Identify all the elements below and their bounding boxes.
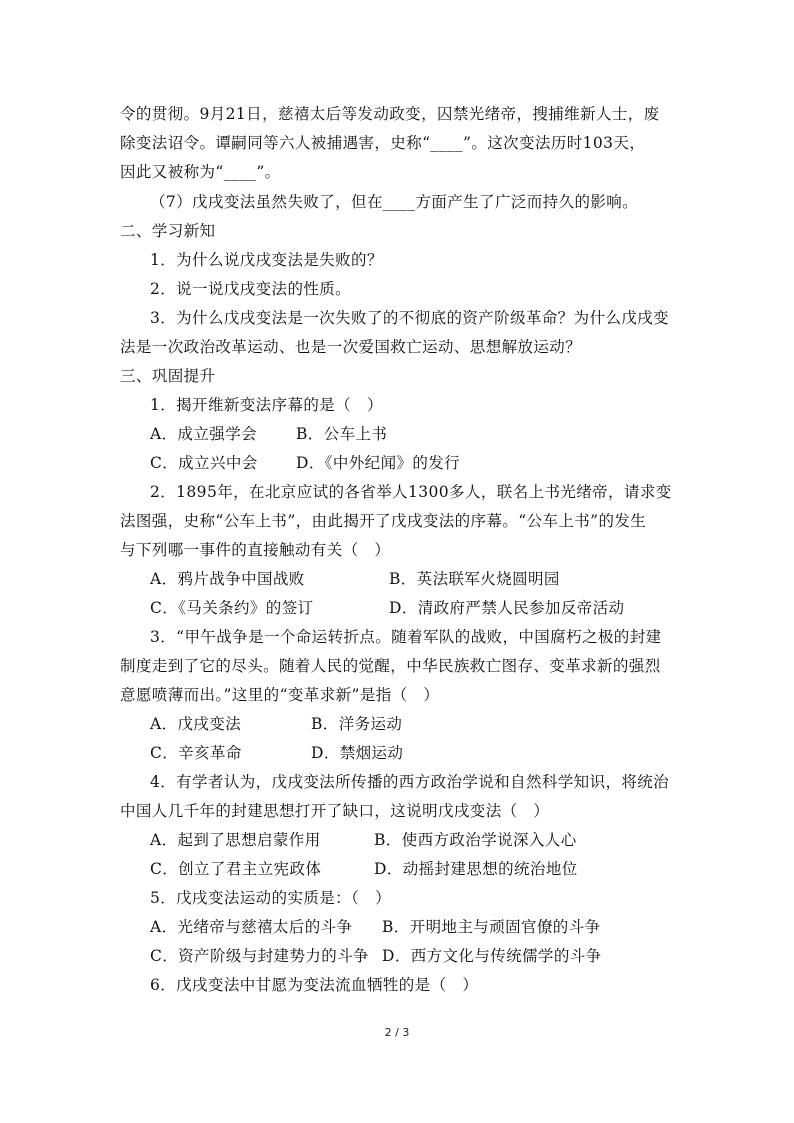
- section-3-heading: 三、巩固提升: [120, 367, 216, 385]
- q4-option-d: D．动摇封建思想的统治地位: [374, 860, 578, 878]
- practice-question-6-stem: 6．戊戌变法中甘愿为变法流血牺牲的是（ ）: [150, 976, 479, 994]
- q2-option-b: B．英法联军火烧圆明园: [389, 570, 560, 588]
- practice-question-3-stem-line-3: 意愿喷薄而出。”这里的“变革求新”是指（ ）: [120, 686, 440, 704]
- item-7: （7）戊戌变法虽然失败了，但在____方面产生了广泛而持久的影响。: [150, 193, 639, 211]
- q3-option-b: B．洋务运动: [311, 715, 403, 733]
- q2-option-a: A．鸦片战争中国战败: [150, 570, 305, 588]
- q4-option-c: C．创立了君主立宪政体: [150, 860, 322, 878]
- intro-line-1: 令的贯彻。9月21日，慈禧太后等发动政变，囚禁光绪帝，搜捕维新人士，废: [120, 105, 660, 123]
- practice-question-2-stem-line-3: 与下列哪一事件的直接触动有关（ ）: [120, 541, 391, 559]
- intro-line-2: 除变法诏令。谭嗣同等六人被捕遇害，史称“____”。这次变法历时103天，: [120, 134, 646, 152]
- practice-question-3-stem-line-2: 制度走到了它的尽头。随着人民的觉醒，中华民族救亡图存、变革求新的强烈: [120, 657, 661, 675]
- practice-question-5-stem: 5．戊戌变法运动的实质是：（ ）: [150, 889, 392, 907]
- q3-option-d: D．禁烟运动: [311, 744, 404, 762]
- q2-option-c: C．《马关条约》的签订: [150, 599, 314, 617]
- practice-question-2-stem-line-1: 2．1895年，在北京应试的各省举人1300多人，联名上书光绪帝，请求变: [150, 483, 672, 501]
- page-number: 2 / 3: [384, 1026, 410, 1039]
- q3-option-a: A．戊戌变法: [150, 715, 242, 733]
- learn-question-3-line-2: 法是一次政治改革运动、也是一次爱国救亡运动、思想解放运动？: [120, 338, 582, 356]
- learn-question-2: 2．说一说戊戌变法的性质。: [150, 280, 352, 298]
- q5-option-a: A．光绪帝与慈禧太后的斗争: [150, 918, 353, 936]
- q3-option-c: C．辛亥革命: [150, 744, 242, 762]
- q2-option-d: D．清政府严禁人民参加反帝活动: [389, 599, 625, 617]
- intro-line-3: 因此又被称为“____”。: [120, 163, 281, 181]
- practice-question-4-stem-line-1: 4．有学者认为，戊戌变法所传播的西方政治学说和自然科学知识，将统治: [150, 773, 670, 791]
- practice-question-2-stem-line-2: 法图强，史称“公车上书”，由此揭开了戊戌变法的序幕。“公车上书”的发生: [120, 512, 647, 530]
- q4-option-b: B．使西方政治学说深入人心: [374, 831, 577, 849]
- practice-question-4-stem-line-2: 中国人几千年的封建思想打开了缺口，这说明戊戌变法（ ）: [120, 802, 550, 820]
- q1-option-b: B．公车上书: [296, 425, 388, 443]
- q5-option-c: C．资产阶级与封建势力的斗争: [150, 947, 369, 965]
- q1-option-a: A．成立强学会: [150, 425, 257, 443]
- q1-option-d: D．《中外纪闻》的发行: [296, 454, 461, 472]
- practice-question-3-stem-line-1: 3．“甲午战争是一个命运转折点。随着军队的战败，中国腐朽之极的封建: [150, 628, 662, 646]
- section-2-heading: 二、学习新知: [120, 222, 216, 240]
- practice-question-1-stem: 1．揭开维新变法序幕的是（ ）: [150, 396, 383, 414]
- q4-option-a: A．起到了思想启蒙作用: [150, 831, 321, 849]
- learn-question-3-line-1: 3．为什么戊戌变法是一次失败了的不彻底的资产阶级革命？为什么戊戌变: [150, 309, 670, 327]
- q5-option-b: B．开明地主与顽固官僚的斗争: [382, 918, 601, 936]
- q1-option-c: C．成立兴中会: [150, 454, 258, 472]
- q5-option-d: D．西方文化与传统儒学的斗争: [382, 947, 602, 965]
- learn-question-1: 1．为什么说戊戌变法是失败的？: [150, 251, 383, 269]
